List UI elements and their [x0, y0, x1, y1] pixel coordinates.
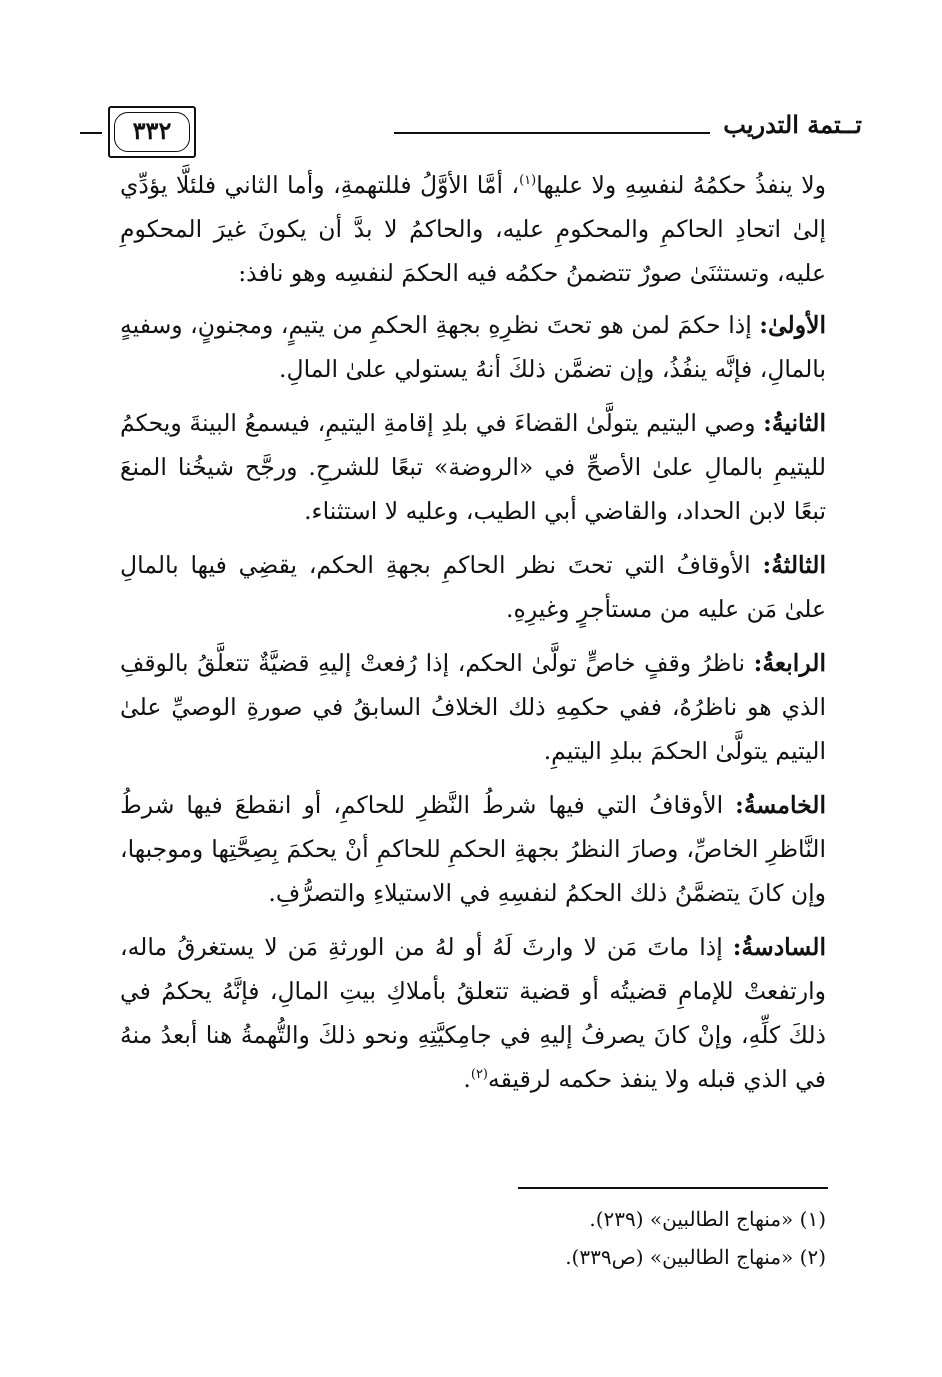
- paragraph-case-3: [120, 543, 826, 631]
- footnotes: [300, 1200, 826, 1276]
- case-heading: الثالثةُ:: [762, 551, 826, 579]
- footnote-ref-1: (١): [519, 173, 537, 189]
- paragraph-case-2: [120, 401, 826, 533]
- paragraph-text-tail: ، أمَّا الأوَّلُ فللتهمةِ، وأما الثاني فلئلَّا يؤدِّي إلىٰ اتحادِ الحاكمِ والمحكومِ عليه، والحاكمُ لا بدَّ أن يكونَ غيرَ المحكومِ عليه، وتستثنَىٰ صورٌ تتضمنُ حكمُه فيه الحكمَ لنفسِه وهو نافذ:: [120, 171, 826, 287]
- paragraph-text: ولا ينفذُ حكمُهُ لنفسِهِ ولا عليها: [536, 171, 827, 199]
- case-heading: السادسةُ:: [732, 933, 826, 961]
- page-number: ٣٣٢: [132, 116, 172, 145]
- page-number-frame: [108, 106, 196, 158]
- paragraph-text: ناظرُ وقفٍ خاصٍّ تولَّىٰ الحكم، إذا رُفعتْ إليهِ قضيَّةٌ تتعلَّقُ بالوقفِ الذي هو ناظرُهُ، ففي حكمِهِ ذلك الخلافُ السابقُ في صورةِ الوصيِّ علىٰ اليتيم يتولَّىٰ الحكمَ ببلدِ اليتيمِ.: [120, 649, 826, 765]
- paragraph-intro: [120, 163, 826, 295]
- paragraph-case-1: [120, 303, 826, 391]
- footnote-ref-2: (٢): [470, 1067, 488, 1083]
- paragraph-text: إذا ماتَ مَن لا وارثَ لَهُ أو لهُ من الورثةِ مَن لا يستغرقُ ماله، وارتفعتْ للإمامِ قضيتُه أو قضية تتعلقُ بأملاكِ بيتِ المالِ، فإنَّهُ يحكمُ في ذلكَ كلِّهِ، وإنْ كانَ يصرفُ إليهِ في جامِكيَّتِهِ ونحو ذلكَ والتُّهمةُ هنا أبعدُ منهُ في الذي قبله ولا ينفذ حكمه لرقيقه: [120, 933, 826, 1093]
- page-header: [80, 106, 862, 156]
- case-heading: الخامسةُ:: [735, 791, 826, 819]
- paragraph-case-6: [120, 925, 826, 1101]
- footnote-separator: [518, 1187, 828, 1189]
- footnote-1: (١) «منهاج الطالبين» (٢٣٩).: [589, 1207, 826, 1231]
- paragraph-text-tail: .: [463, 1065, 471, 1093]
- footnote-2: (٢) «منهاج الطالبين» (ص٣٣٩).: [565, 1245, 826, 1269]
- main-text: [120, 163, 826, 1111]
- paragraph-text: الأوقافُ التي تحتَ نظر الحاكمِ بجهةِ الحكم، يقضِي فيها بالمالِ علىٰ مَن عليه من مستأجرٍ وغيرِهِ.: [120, 551, 826, 623]
- header-rule: [394, 132, 710, 134]
- paragraph-text: الأوقافُ التي فيها شرطُ النَّظرِ للحاكمِ، أو انقطعَ فيها شرطُ النَّاظرِ الخاصِّ، وصارَ النظرُ بجهةِ الحكمِ للحاكمِ أنْ يحكمَ بِصِحَّتِها وموجبها، وإن كانَ يتضمَّنُ ذلك الحكمُ لنفسِهِ في الاستيلاءِ والتصرُّفِ.: [120, 791, 826, 907]
- paragraph-case-5: [120, 783, 826, 915]
- header-rule-short: [80, 132, 102, 134]
- paragraph-case-4: [120, 641, 826, 773]
- running-title: تــتمة التدريب: [723, 110, 862, 139]
- paragraph-text: وصي اليتيم يتولَّىٰ القضاءَ في بلدِ إقامةِ اليتيمِ، فيسمعُ البينةَ ويحكمُ لليتيمِ بالمالِ علىٰ الأصحِّ في «الروضة» تبعًا للشرحِ. ورجَّح شيخُنا المنعَ تبعًا لابن الحداد، والقاضي أبي الطيب، وعليه لا استثناء.: [120, 409, 826, 525]
- case-heading: الرابعةُ:: [753, 649, 826, 677]
- case-heading: الأولىٰ:: [759, 311, 826, 339]
- case-heading: الثانيةُ:: [763, 409, 826, 437]
- paragraph-text: إذا حكمَ لمن هو تحتَ نظرِهِ بجهةِ الحكمِ من يتيمٍ، ومجنونٍ، وسفيهٍ بالمالِ، فإنَّه ينفُذُ، وإن تضمَّن ذلكَ أنهُ يستولي علىٰ المالِ.: [120, 311, 826, 383]
